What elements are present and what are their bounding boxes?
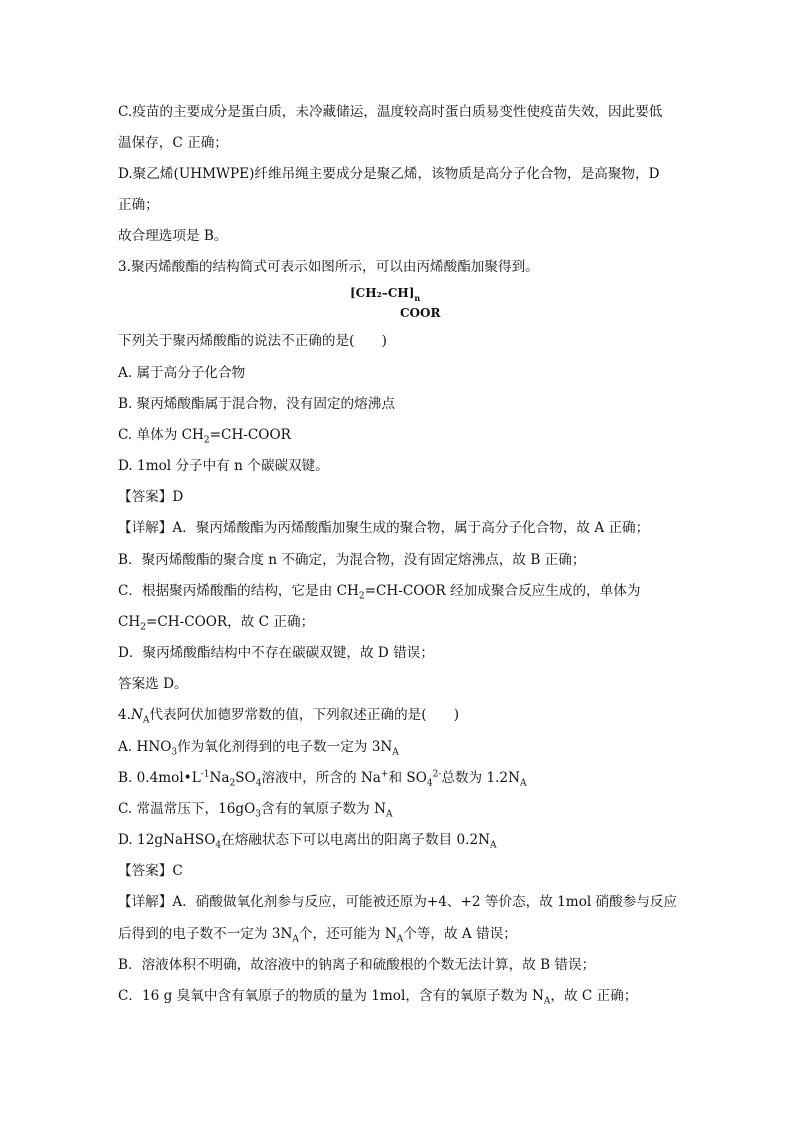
answer: 【答案】D (118, 489, 184, 505)
option-a: A. 属于高分子化合物 (118, 365, 246, 381)
explanation-c-cont: $CH_2=CH$-COOR，故 C 正确； (118, 614, 315, 633)
option-d: D. 1mol 分子中有 n 个碳碳双键。 (118, 458, 329, 474)
explanation-a: 【详解】A．聚丙烯酸酯为丙烯酸酯加聚生成的聚合物，属于高分子化合物，故 A 正确； (118, 520, 650, 536)
conclusion: 答案选 D。 (118, 676, 188, 692)
text-line: C.疫苗的主要成分是蛋白质，未冷藏储运，温度较高时蛋白质易变性使疫苗失效，因此要低 (118, 104, 663, 120)
option-d: D. 12gNaHSO$_4$在熔融状态下可以电离出的阳离子数目 $0.2N_A$ (118, 832, 497, 851)
option-b: B. $0.4mol•L^{-1}Na_2SO_4$溶液中，所含的 Na+和 $SO_4^{2-}$总数为 $1.2N_A$ (118, 769, 527, 789)
question-4-stem: $4.N_A$代表阿伏加德罗常数的值，下列叙述正确的是( ) (118, 707, 460, 726)
option-c: C. 单体为 $CH_2=CH$-COOR (118, 427, 291, 446)
text-line: 温保存，C 正确； (118, 135, 228, 151)
formula-side-group: COOR (400, 306, 441, 320)
text-line: 正确； (118, 197, 159, 213)
explanation-a-cont: 后得到的电子数不一定为 $3N_A$个，还可能为 $N_A$个等，故 A 错误； (118, 926, 517, 945)
explanation-c: C．根据聚丙烯酸酯的结构，它是由 $CH_2=CH$-COOR 经加成聚合反应生成的，单体为 (118, 583, 641, 602)
text-line: 故合理选项是 B。 (118, 228, 228, 244)
polyacrylate-structure-formula (350, 286, 450, 326)
answer: 【答案】C (118, 863, 183, 879)
explanation-c: C．16 g 臭氧中含有氧原子的物质的量为 1mol，含有的氧原子数为 $N_A$，故 C 正确； (118, 988, 638, 1007)
explanation-a: 【详解】A．硝酸做氧化剂参与反应，可能被还原为+4、+2 等价态，故 1mol 硝酸参与反应 (118, 894, 678, 910)
question-3-stem: 下列关于聚丙烯酸酯的说法不正确的是( ) (118, 333, 387, 349)
option-c: C. 常温常压下，$16gO_3$含有的氧原子数为 $N_A$ (118, 801, 393, 820)
question-3-intro: 3.聚丙烯酸酯的结构简式可表示如图所示，可以由丙烯酸酯加聚得到。 (118, 259, 539, 275)
explanation-b: B．聚丙烯酸酯的聚合度 n 不确定，为混合物，没有固定熔沸点，故 B 正确； (118, 552, 586, 568)
option-a: A. $HNO_3$作为氧化剂得到的电子数一定为 $3N_A$ (118, 739, 399, 758)
explanation-d: D．聚丙烯酸酯结构中不存在碳碳双键，故 D 错误； (118, 645, 434, 661)
explanation-b: B．溶液体积不明确，故溶液中的钠离子和硫酸根的个数无法计算，故 B 错误； (118, 957, 596, 973)
option-b: B. 聚丙烯酸酯属于混合物，没有固定的熔沸点 (118, 396, 395, 412)
text-line: D.聚乙烯(UHMWPE)纤维吊绳主要成分是聚乙烯，该物质是高分子化合物，是高聚物，D (118, 166, 660, 182)
formula-backbone: $[CH_2-CH]_n$ (350, 286, 421, 303)
